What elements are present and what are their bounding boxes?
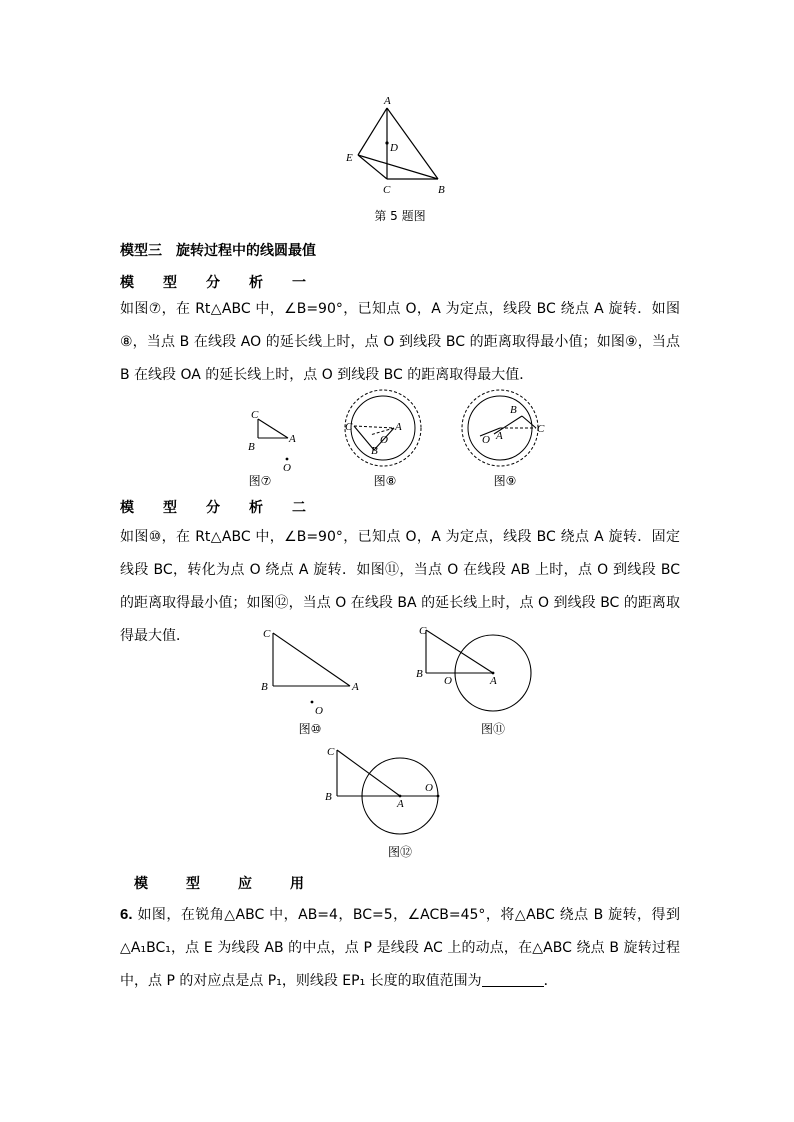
fig12-label-o: O — [425, 782, 433, 794]
problem-6 — [120, 898, 680, 998]
fig12-label-a: A — [397, 798, 404, 810]
analysis-2-text: 如图⑩，在 Rt△ABC 中，∠B=90°，已知点 O，A 为定点，线段 BC 绕点 A 旋转．固定线段 BC，转化为点 O 绕点 A 旋转．如图⑪，当点 O 在线段 AB 上时，点 O 到线段 BC 的距离取得最小值；如图⑫，当点 O 在线段 BA 的延长线上时，点 O 到线段 BC 的距离取得最大值． — [120, 529, 680, 644]
figure-9-caption: 图⑨ — [493, 474, 517, 488]
fig8-label-c: C — [345, 421, 353, 433]
figure-9 — [460, 388, 550, 473]
figure-5-caption: 第 5 题图 — [374, 209, 426, 223]
fig10-label-b: B — [261, 681, 268, 693]
application-heading: 模型应用 — [134, 876, 342, 892]
figure-8-svg — [340, 388, 430, 473]
fig10-label-c: C — [263, 628, 271, 640]
figure-7 — [240, 405, 310, 475]
fig8-label-b: B — [371, 445, 378, 457]
fig11-label-c: C — [419, 625, 427, 637]
fig10-label-o: O — [315, 705, 323, 717]
figure-8-caption: 图⑧ — [373, 474, 397, 488]
point-label-e: E — [346, 152, 353, 164]
figure-9-svg — [460, 388, 550, 473]
figure-12-svg — [315, 740, 450, 840]
fig12-label-b: B — [325, 791, 332, 803]
section-title: 模型三 旋转过程中的线圆最值 — [120, 243, 316, 259]
fig7-label-o: O — [283, 462, 291, 474]
fig9-label-a: A — [496, 430, 503, 442]
figure-12-caption: 图⑫ — [387, 845, 412, 859]
fig11-label-a: A — [490, 675, 497, 687]
figure-5 — [340, 95, 460, 200]
fig7-label-a: A — [289, 433, 296, 445]
figure-11 — [410, 620, 540, 720]
fig8-label-o: O — [380, 434, 388, 446]
fig11-label-o: O — [444, 675, 452, 687]
answer-blank[interactable] — [482, 972, 544, 987]
point-label-d: D — [390, 142, 398, 154]
point-label-a: A — [384, 95, 391, 107]
point-label-b: B — [438, 184, 445, 196]
point-label-c: C — [383, 184, 391, 196]
fig7-label-c: C — [251, 409, 259, 421]
fig9-label-b: B — [510, 404, 517, 416]
fig7-label-b: B — [248, 441, 255, 453]
analysis-2-heading: 模型分析二 — [120, 500, 335, 516]
analysis-1-heading: 模型分析一 — [120, 275, 335, 291]
problem-6-ending: ． — [543, 973, 558, 989]
fig8-label-a: A — [395, 421, 402, 433]
fig9-label-o: O — [482, 434, 490, 446]
figure-7-caption: 图⑦ — [248, 474, 272, 488]
fig9-label-c: C — [537, 423, 545, 435]
figure-11-caption: 图⑪ — [480, 722, 505, 736]
analysis-1-text: 如图⑦，在 Rt△ABC 中，∠B=90°，已知点 O，A 为定点，线段 BC 绕点 A 旋转．如图⑧，当点 B 在线段 AO 的延长线上时，点 O 到线段 BC 的距离取得最小值；如图⑨，当点 B 在线段 OA 的延长线上时，点 O 到线段 BC 的距离取得最大值． — [120, 301, 680, 383]
figure-7-svg — [240, 405, 310, 475]
figure-12 — [315, 740, 450, 840]
figure-10-svg — [255, 620, 375, 720]
figure-10 — [255, 620, 375, 720]
problem-6-text: 如图，在锐角△ABC 中，AB=4，BC=5，∠ACB=45°，将△ABC 绕点 B 旋转，得到△A₁BC₁，点 E 为线段 AB 的中点，点 P 是线段 AC 上的动点，在△ABC 绕点 B 旋转过程中，点 P 的对应点是点 P₁，则线段 EP₁ 长度的取值范围为 — [120, 907, 681, 989]
figure-8 — [340, 388, 430, 473]
figure-5-svg — [340, 95, 460, 200]
figure-11-svg — [410, 620, 540, 720]
problem-number: 6. — [120, 906, 133, 923]
fig10-label-a: A — [352, 681, 359, 693]
fig11-label-b: B — [416, 668, 423, 680]
fig12-label-c: C — [327, 746, 335, 758]
figure-10-caption: 图⑩ — [298, 722, 322, 736]
